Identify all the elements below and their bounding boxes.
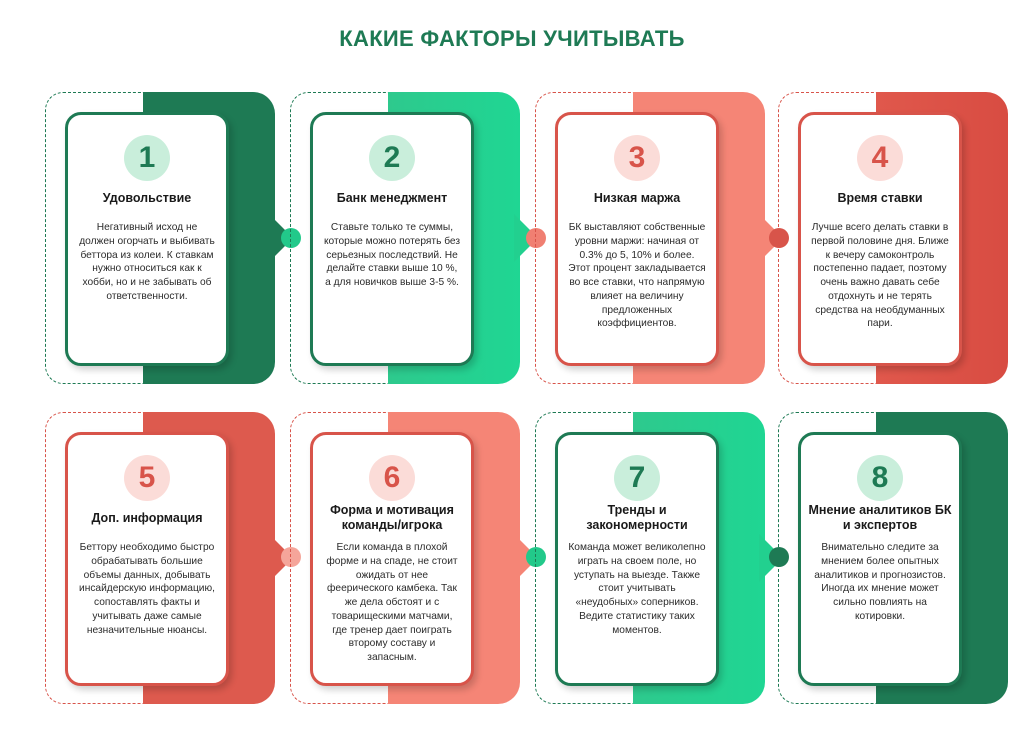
factor-card-6 — [290, 412, 520, 704]
factor-text: Если команда в плохой форме и на спаде, не стоит ожидать от нее феерического камбека. Так же дела обстоят и с товарищескими матчами, где тренер дает поиграть второму составу и запасным. — [326, 542, 458, 664]
factor-number-badge: 5 — [124, 455, 170, 501]
factor-title: Тренды и закономерности — [586, 503, 688, 532]
factor-title: Мнение аналитиков БК и экспертов — [808, 503, 952, 532]
factor-card-4 — [778, 92, 1008, 384]
factor-title: Низкая маржа — [593, 190, 681, 205]
factor-card-1 — [45, 92, 275, 384]
factor-card-5 — [45, 412, 275, 704]
factor-number-badge: 1 — [124, 135, 170, 181]
factor-text: БК выставляют собственные уровни маржи: начиная от 0.3% до 5, 10% и более. Этот процент закладывается во все ставки, что напрямую влияет на величину предложенных коэффициентов. — [568, 222, 706, 330]
factor-panel — [310, 432, 474, 686]
factor-panel — [310, 112, 474, 366]
factor-text: Команда может великолепно играть на своем поле, но уступать на выезде. Также стоит учитывать «неудобных» соперников. Ведите статистику таких моментов. — [568, 542, 706, 636]
factor-title: Доп. информация — [91, 510, 203, 525]
factor-text: Негативный исход не должен огорчать и выбивать беттора из колеи. К ставкам нужно относиться как к хобби, но и не забывать об ответственности. — [79, 222, 215, 302]
page-title: КАКИЕ ФАКТОРЫ УЧИТЫВАТЬ — [339, 26, 685, 51]
factor-card-8 — [778, 412, 1008, 704]
factor-title: Время ставки — [837, 190, 923, 205]
factor-title: Удовольствие — [102, 190, 192, 205]
factor-panel — [555, 112, 719, 366]
factor-text: Беттору необходимо быстро обрабатывать большие объемы данных, добывать инсайдерскую информацию, сопоставлять факты и учитывать даже самые незначительные нюансы. — [79, 542, 215, 636]
factor-panel — [65, 432, 229, 686]
factor-number-badge: 8 — [857, 455, 903, 501]
factor-panel — [65, 112, 229, 366]
factor-text: Ставьте только те суммы, которые можно потерять без серьезных последствий. Не делайте ставки выше 10 %, а для новичков выше 3-5 %. — [323, 222, 461, 289]
factor-title: Банк менеджмент — [336, 190, 448, 205]
factor-number-badge: 2 — [369, 135, 415, 181]
factor-text: Лучше всего делать ставки в первой половине дня. Ближе к вечеру самоконтроль постепенно падает, поэтому очень важно давать себе отдохнуть и не терять средства на необдуманных пари. — [811, 222, 949, 330]
factor-number-badge: 7 — [614, 455, 660, 501]
factor-number-badge: 6 — [369, 455, 415, 501]
factor-card-7 — [535, 412, 765, 704]
factor-panel — [555, 432, 719, 686]
factor-title: Форма и мотивация команды/игрока — [330, 503, 454, 532]
factor-panel — [798, 112, 962, 366]
factor-card-2 — [290, 92, 520, 384]
factor-panel — [798, 432, 962, 686]
factor-card-3 — [535, 92, 765, 384]
factor-number-badge: 4 — [857, 135, 903, 181]
factor-number-badge: 3 — [614, 135, 660, 181]
factor-text: Внимательно следите за мнением более опытных аналитиков и прогнозистов. Иногда их мнение может сильно повлиять на котировки. — [814, 542, 946, 622]
